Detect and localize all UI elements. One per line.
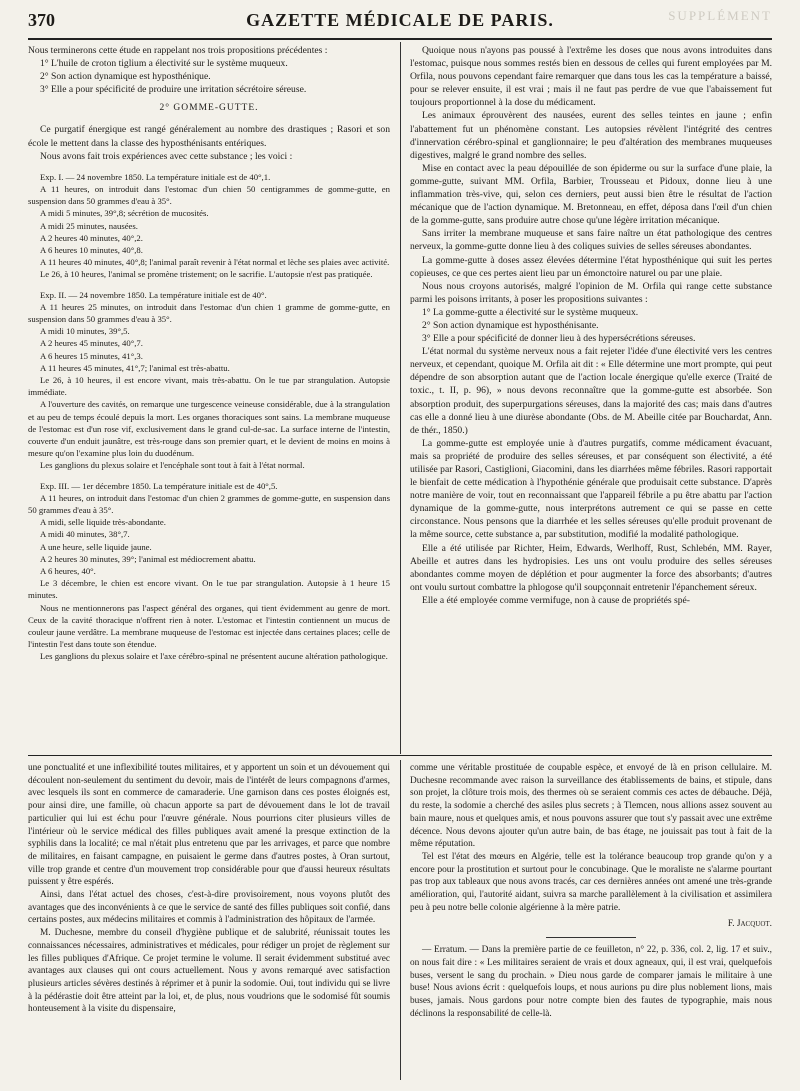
paragraph: Elle a été employée comme vermifuge, non à cause de propriétés spé-: [422, 594, 690, 606]
left-column: [28, 44, 390, 663]
exp-line: A 11 heures 45 minutes, 41°,7; l'animal est très-abattu.: [40, 362, 230, 373]
proposition: 3° Elle a pour spécificité de donner lieu à des hypersécrétions séreuses.: [422, 333, 696, 345]
exp-line: Nous ne mentionnerons pas l'aspect général des organes, qui tient évidemment au genre de mort. Ceux de la cavité thoracique n'offrent rien à noter. L'estomac et l'intestin contiennent un mucus de couleur jaune verdâtre. La membrane muqueuse de l'estomac est injectée dans certaines places; celle de l'intestin l'est dans toute son étendue.: [28, 602, 390, 650]
exp-line: A l'ouverture des cavités, on remarque une turgescence veineuse considérable, due à la strangulation et au peu de temps écoulé depuis la mort. Les organes thoraciques sont sains. La membrane muqueuse de l'estomac est d'un rose vif, exclusivement dans le grand cul-de-sac. La surface interne de l'intestin, couverte d'un enduit jaunâtre, est très-rouge dans son premier quart, et le devient de moins en moins à mesure qu'on l'examine plus loin du duodénum.: [28, 399, 390, 459]
exp-line: Le 3 décembre, le chien est encore vivant. On le tue par strangulation. Autopsie à 1 heure 15 minutes.: [28, 578, 390, 601]
paragraph: Sans irriter la membrane muqueuse et sans faire naître un état pathologique des centres nerveux, la gomme-gutte donne lieu à des coliques suivies de selles séreuses abondantes.: [410, 228, 772, 253]
feuilleton-divider: [400, 760, 401, 1080]
exp-line: A 11 heures, on introduit dans l'estomac d'un chien 2 grammes de gomme-gutte, en suspension dans 50 grammes d'eau à 35°.: [28, 492, 390, 516]
header-rule: [28, 38, 772, 40]
exp-line: Le 26, à 10 heures, l'animal se promène tristement; on le sacrifie. L'autopsie n'est pas pratiquée.: [40, 269, 373, 280]
paragraph: Tel est l'état des mœurs en Algérie, telle est la tolérance beaucoup trop grande qu'on y a encore pour la prostitution et surtout pour le concubinage. Que le moraliste ne s'alarme pourtant pas trop aux tableaux que nous avons tracés, car ces dernières années ont amené une très-grande amélioration, qui, l'autorité aidant, suivra sa marche parallèlement à la civilisation et assimilera peu à peu notre belle colonie algérienne à la mère patrie.: [410, 851, 772, 913]
bleed-through-text: SUPPLÉMENT: [668, 8, 772, 23]
paragraph: Nous avons fait trois expériences avec cette substance ; les voici :: [40, 150, 293, 162]
paragraph: Nous nous croyons autorisés, malgré l'opinion de M. Orfila qui range cette substance parmi les poisons irritants, à poser les propositions suivantes :: [410, 280, 772, 305]
paragraph: Ainsi, dans l'état actuel des choses, c'est-à-dire provisoirement, nous voyons plutôt des avantages que des inconvénients à ce que le service de santé des filles publiques soit confié, dans certains postes, aux médecins militaires et commis à l'administration des hôpitaux de l'armée.: [28, 890, 390, 926]
exp-line: A 2 heures 40 minutes, 40°,2.: [40, 232, 143, 243]
feuilleton-left: [28, 762, 390, 1016]
column-divider: [400, 42, 401, 754]
paragraph: M. Duchesne, membre du conseil d'hygiène publique et de salubrité, réunissait toutes les connaissances nécessaires, administratives et médicales, pour rédiger un projet de règlement sur les filles publiques d'Afrique. Ce projet termine le volume. Il serait évidemment substitué avec avantages aux clauses qui ont cours actuellement. Nous y avons remarqué avec satisfaction plusieurs articles sévères destinés à réprimer et à punir la sodomie. Oui, tout individu qui se livre à la pédérastie doit être atteint par la loi, et, de plus, nous voudrions que le sodomisé fût soumis honteusement à la visite du dispensaire,: [28, 928, 390, 1015]
journal-title: GAZETTE MÉDICALE DE PARIS.: [246, 10, 554, 30]
intro-text: Nous terminerons cette étude en rappelant nos trois propositions précédentes :: [28, 45, 328, 56]
exp-line: A une heure, selle liquide jaune.: [40, 541, 152, 552]
paragraph: comme une véritable prostituée de coupable espèce, et envoyé de là en prison cellulaire. M. Duchesne recommande avec raison la surveillance des établissements de bains, et stipule, dans son projet, la clôture trois mois, des thermes où se seraient commis ces actes de débauche. Déjà, du reste, la sodomie a cherché des asiles plus secrets ; à Tlemcen, nous allions assez souvent au bain maure, nous et quelques amis, et nous pouvons assurer que tout s'y passait avec une extrême décence. Nous devons ajouter qu'un autre bain, de bas étage, ne jouissait pas tout à fait de la même réputation.: [410, 763, 772, 850]
exp-line: A 11 heures 25 minutes, on introduit dans l'estomac d'un chien 1 gramme de gomme-gutte, en suspension dans 50 grammes d'eau à 35°.: [28, 301, 390, 324]
paragraph: une ponctualité et une inflexibilité toutes militaires, et y apportent un soin et un dévouement qui découlent non-seulement du sentiment du devoir, mais de l'intérêt de leurs compagnons d'armes, avec lesquels ils sont en commerce de camaraderie. Une garnison dans ces postes éloignés est, pour ainsi dire, une famille, où chacun apporte sa part de dévouement dans le lot de travail particulier qui lui est échu pour l'œuvre générale. Nous pourrions citer plusieurs villes de l'intérieur où le service médical des filles publiques avait amené la presque extinction de la syphilis dans la localité; ce mal n'était plus entretenu que par les arrivages, et parce que nombre de militaires, en faisant campagne, en puisaient le germe dans d'autres postes, à Oran surtout, ville trop grande et centre d'un mouvement trop considérable pour que d'aussi heureux résultats puissent y être espérés.: [28, 763, 390, 888]
experiment-2: [28, 289, 390, 472]
proposition: 2° Son action dynamique est hyposthénique.: [40, 71, 211, 83]
exp-line: Les ganglions du plexus solaire et l'encéphale sont tout à fait à l'état normal.: [40, 460, 305, 471]
proposition: 1° La gomme-gutte a électivité sur le système muqueux.: [422, 306, 639, 318]
experiment-1: [28, 171, 390, 281]
paragraph: Ce purgatif énergique est rangé généralement au nombre des drastiques ; Rasori et son école le mettent dans la classe des hyposthénisants entériques.: [28, 124, 390, 149]
paragraph: Mise en contact avec la peau dépouillée de son épiderme ou sur la surface d'une plaie, la gomme-gutte, suivant MM. Orfila, Barbier, Trousseau et Pidoux, donne lieu à une inflammation très-vive, qui, selon ces derniers, peut aussi bien être le résultat de l'action mécanique que de l'action dynamique. M. Bretonneau, en effet, déposa dans l'œil d'un chien de la gomme-gutte, sans produire autre chose qu'une légère irritation mécanique.: [410, 162, 772, 227]
exp-line: A midi, selle liquide très-abondante.: [40, 517, 166, 528]
exp-line: A midi 10 minutes, 39°,5.: [40, 326, 130, 337]
exp-line: Exp. III. — 1er décembre 1850. La température initiale est de 40°,5.: [40, 480, 278, 491]
proposition: 3° Elle a pour spécificité de produire une irritation sécrétoire séreuse.: [40, 84, 307, 96]
exp-line: Exp. II. — 24 novembre 1850. La température initiale est de 40°.: [40, 289, 267, 300]
feuilleton-rule: [28, 755, 772, 756]
separator: [546, 937, 636, 938]
exp-line: A 11 heures 40 minutes, 40°,8; l'animal paraît revenir à l'état normal et lèche ses plaies avec activité.: [40, 257, 390, 268]
exp-line: A midi 5 minutes, 39°,8; sécrétion de mucosités.: [40, 208, 209, 219]
exp-line: A midi 25 minutes, nausées.: [40, 220, 138, 231]
exp-line: A 11 heures, on introduit dans l'estomac d'un chien 50 centigrammes de gomme-gutte, en suspension dans 50 grammes d'eau à 35°.: [28, 183, 390, 207]
paragraph: L'état normal du système nerveux nous a fait rejeter l'idée d'une électivité vers les centres nerveux, et cependant, quoique M. Orfila ait dit : « Elle détermine une mort prompte, qui peut dépendre de son absorption autant que de l'action locale énergique qu'elle exerce (Traité de toxic., t. II, p. 96), » nous devons reconnaître que la gomme-gutte est absorbée. Son absorption produit, des superpurgations séreuses, dans la majorité des cas; mais dans d'autres cas elle a donné lieu à une diurèse abondante (Obs. de M. Abeille citée par Bouchardat, Ann. de thér., 1850.): [410, 346, 772, 436]
exp-line: A 6 heures 10 minutes, 40°,8.: [40, 244, 143, 255]
proposition: 1° L'huile de croton tiglium a électivité sur le système muqueux.: [40, 58, 288, 70]
erratum: — Erratum. — Dans la première partie de ce feuilleton, n° 22, p. 336, col. 2, lig. 17 et suiv., on nous fait dire : « Les militaires seraient de vrais et doux agneaux, qui, il est vrai, quelquefois buses, versent le sang du prochain. » Dieu nous garde de comparer jamais le militaire à une buse! Nous avions écrit : quelquefois loups, et nous aurions pu dire plus noblement lions, mais buses, jamais. Nous gardons pour notre compte bien des fautes de typographie, mais nous déclinons la responsabilité de celle-là.: [410, 945, 772, 1019]
exp-line: A 2 heures 45 minutes, 40°,7.: [40, 338, 143, 349]
exp-line: Les ganglions du plexus solaire et l'axe cérébro-spinal ne présentent aucune altération pathologique.: [40, 651, 388, 662]
right-column: [410, 44, 772, 607]
paragraph: Elle a été utilisée par Richter, Heim, Edwards, Werlhoff, Rust, Schlebén, MM. Rayer, Abeille et autres dans les hydropisies. Les uns ont voulu produire des selles séreuses abondantes comme moyen de déplétion et pour augmenter la force des absorbants; d'autres ont voulu surtout combattre la phlogose qu'il soupçonnait entretenir l'épanchement séreux.: [410, 542, 772, 593]
paragraph: Quoique nous n'ayons pas poussé à l'extrême les doses que nous avons introduites dans l'estomac, puisque nous sommes restés bien en dessous de celles qui furent employées par M. Orfila, nous pouvons cependant faire remarquer que dans tous les cas la température a baissé, pour se relever ensuite, il est vrai ; mais il ne faut pas perdre de vue que l'abaissement fut toujours proportionnel à la dose du médicament.: [410, 45, 772, 109]
section-title: 2° GOMME-GUTTE.: [159, 103, 259, 114]
experiment-3: [28, 480, 390, 663]
exp-line: A 6 heures 15 minutes, 41°,3.: [40, 350, 143, 361]
exp-line: Exp. I. — 24 novembre 1850. La température initiale est de 40°,1.: [40, 171, 271, 182]
exp-line: A 2 heures 30 minutes, 39°; l'animal est médiocrement abattu.: [40, 553, 256, 564]
author-signature: F. Jacquot.: [727, 919, 772, 930]
exp-line: Le 26, à 10 heures, il est encore vivant, mais très-abattu. On le tue par strangulation. Autopsie immédiate.: [28, 375, 390, 398]
exp-line: A midi 40 minutes, 38°,7.: [40, 529, 130, 540]
exp-line: A 6 heures, 40°.: [40, 566, 96, 577]
paragraph: Les animaux éprouvèrent des nausées, eurent des selles teintes en jaune ; enfin l'abattement fut un phénomène constant. Les autopsies révèlent l'intégrité des centres d'innervation cérébro-spinal et ganglionnaire; le peu d'altération des membranes muqueuses digestives, malgré le grand nombre des selles.: [410, 110, 772, 161]
paragraph: La gomme-gutte est employée unie à d'autres purgatifs, comme médicament évacuant, mais sa propriété de produire des selles séreuses, et par conséquent son électivité, a été utilisée par Rasori, Castiglioni, Giacomini, dans les diarrhées même fébriles. Rasori rapportait le bienfait de cette médication à l'hypothénie générale que produisait cette substance. D'après notre manière de voir, tout en reconnaissant que l'appareil fébrile a pu être abattu par l'action dynamique de la gomme-gutte, nous interprétons autrement ce qui se passe en cette circonstance. Nous pensons que la diarrhée et les selles séreuses qu'elle produit provenant de la même source, cette substance a, par substitution, modifié la modalité pathologique.: [410, 437, 772, 541]
proposition: 2° Son action dynamique est hyposthénisante.: [422, 319, 599, 331]
page-header: [28, 10, 772, 36]
page-number: 370: [28, 10, 55, 30]
feuilleton-right: [410, 762, 772, 1020]
paragraph: La gomme-gutte à doses assez élevées détermine l'état hyposthénique qui suit les pertes copieuses, ce que ces pertes aient lieu par un émonctoire naturel ou par une plaie.: [410, 254, 772, 279]
